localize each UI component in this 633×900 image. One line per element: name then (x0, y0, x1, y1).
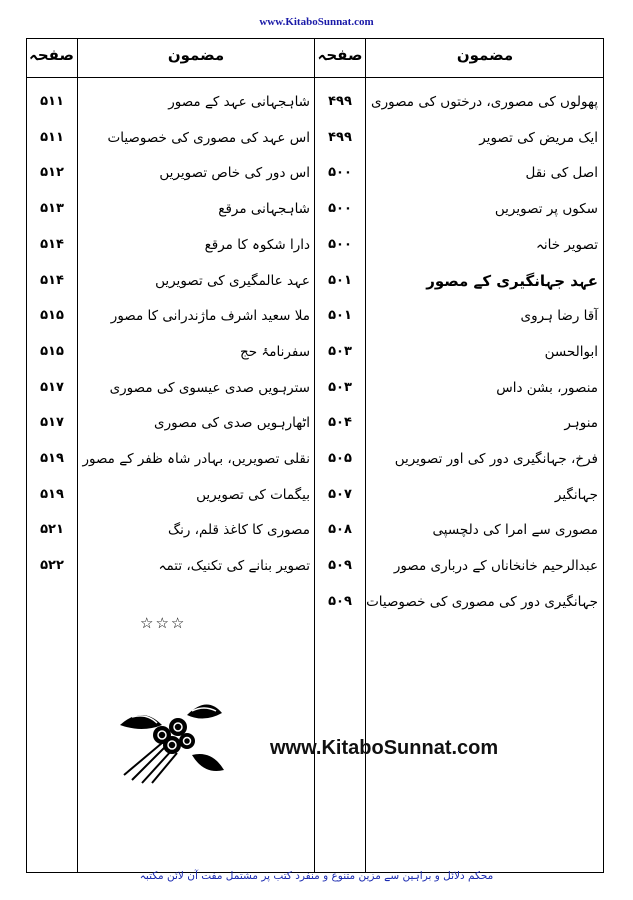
entry-title-text: آقا رضا ہروی (520, 308, 598, 325)
toc-entry-page: ۵۱۴ (40, 272, 64, 288)
toc-entry-title (82, 517, 310, 543)
toc-entry-page: ۵۰۷ (328, 486, 352, 502)
toc-entry-title (82, 446, 310, 472)
entry-title-text: عہد عالمگیری کی تصویریں (155, 272, 310, 289)
entry-title-text: ایک مریض کی تصویر (479, 129, 598, 146)
footer-text: محکم دلائل و براہین سے مزین متنوع و منفرد کتب پر مشتمل مفت آن لائن مکتبہ (139, 870, 494, 882)
toc-entry-title (82, 89, 310, 115)
toc-entry-title (370, 375, 598, 401)
toc-entry-page: ۵۱۵ (40, 343, 64, 359)
toc-entry-title (82, 375, 310, 401)
toc-entry-page: ۵۲۱ (40, 522, 64, 538)
toc-entry-page: ۵۰۰ (328, 165, 352, 181)
toc-entry-page: ۵۱۱ (40, 129, 64, 145)
toc-entry-title (82, 125, 310, 151)
toc-entry-title (82, 303, 310, 329)
toc-entry-page: ۵۱۹ (40, 451, 64, 466)
toc-entry-page: ۴۹۹ (328, 129, 352, 145)
entry-title-text: منوہر (564, 415, 598, 432)
toc-entry-title (370, 482, 598, 508)
header-url: www.KitaboSunnat.com (259, 16, 374, 28)
toc-entry-page: ۵۲۲ (40, 558, 64, 574)
right-topic-header: مضمون (456, 46, 514, 64)
entry-title-text: فرخ، جہانگیری دور کی اور تصویریں (394, 451, 598, 467)
header-divider (26, 77, 604, 78)
entry-title-text: مصوری کا کاغذ قلم، رنگ (167, 522, 310, 539)
toc-entry-title (82, 196, 310, 222)
toc-entry-page: ۵۰۹ (328, 593, 352, 609)
toc-entry-title (82, 268, 310, 294)
right-page-header: صفحہ (317, 46, 363, 64)
toc-entry-title (370, 268, 598, 294)
toc-entry-title (370, 160, 598, 186)
toc-entry-title (366, 589, 598, 615)
toc-entry-title (82, 410, 310, 436)
entry-title-text: تصویر بنانے کی تکنیک، تتمہ (158, 558, 310, 575)
entry-title-text: عہد جہانگیری کے مصور (426, 271, 598, 290)
entry-title-text: اصل کی نقل (525, 165, 598, 182)
toc-entry-page: ۵۰۰ (328, 236, 352, 252)
toc-entry-title (370, 339, 598, 365)
entry-title-text: ابوالحسن (544, 343, 598, 360)
entry-title-text: سکوں پر تصویریں (494, 201, 598, 218)
toc-entry-title (370, 196, 598, 222)
left-page-header: صفحہ (29, 46, 74, 64)
toc-entry-title (82, 160, 310, 186)
toc-entry-title (82, 339, 310, 365)
toc-entry-page: ۵۰۸ (328, 522, 352, 538)
site-logo-url: www.KitaboSunnat.com (270, 737, 499, 759)
entry-title-text: جہانگیر (554, 486, 598, 503)
toc-entry-title (82, 553, 310, 579)
entry-title-text: سفرنامۂ حج (240, 343, 310, 360)
toc-entry-page: ۵۱۲ (40, 165, 64, 181)
entry-title-text: دارا شکوہ کا مرقع (204, 236, 310, 253)
entry-title-text: اس عہد کی مصوری کی خصوصیات (107, 129, 310, 146)
entry-title-text: شاہجہانی مرقع (218, 201, 310, 218)
toc-entry-page: ۵۰۵ (328, 451, 352, 466)
entry-title-text: اس دور کی خاص تصویریں (159, 165, 310, 182)
left-topic-header: مضمون (167, 46, 225, 64)
entry-title-text: سترہویں صدی عیسوی کی مصوری (109, 379, 310, 396)
toc-entry-title (82, 232, 310, 258)
toc-entry-title (370, 410, 598, 436)
toc-entry-page: ۴۹۹ (328, 94, 352, 109)
entry-title-text: ملا سعید اشرف ماژندرانی کا مصور (110, 308, 310, 325)
entry-title-text: اٹھارہویں صدی کی مصوری (154, 415, 310, 432)
toc-entry-page: ۵۰۰ (328, 201, 352, 217)
toc-entry-title (370, 446, 598, 472)
toc-entry-page: ۵۱۹ (40, 486, 64, 502)
entry-title-text: تصویر خانہ (535, 236, 598, 253)
stars-ornament: ☆☆☆ (140, 614, 187, 632)
toc-entry-title (370, 232, 598, 258)
entry-title-text: جہانگیری دور کی مصوری کی خصوصیات (366, 593, 598, 610)
toc-entry-title (370, 517, 598, 543)
toc-entry-page: ۵۱۵ (40, 308, 64, 324)
entry-title-text: شاہجہانی عہد کے مصور (168, 94, 310, 110)
toc-entry-page: ۵۱۱ (40, 94, 64, 109)
toc-entry-page: ۵۰۱ (328, 308, 352, 324)
toc-entry-page: ۵۱۴ (40, 236, 64, 252)
toc-entry-title (370, 89, 598, 115)
left-page-divider (77, 38, 78, 873)
flower-bouquet-icon (112, 695, 232, 785)
entry-title-text: نقلی تصویریں، بہادر شاہ ظفر کے مصور (82, 451, 310, 467)
toc-entry-title (370, 125, 598, 151)
toc-entry-title (82, 482, 310, 508)
toc-entry-title (370, 553, 598, 579)
entry-title-text: عبدالرحیم خانخاناں کے درباری مصور (393, 558, 598, 575)
entry-title-text: منصور، بشن داس (496, 379, 598, 396)
toc-entry-page: ۵۰۴ (328, 415, 352, 431)
entry-title-text: بیگمات کی تصویریں (196, 486, 310, 503)
toc-entry-page: ۵۱۷ (40, 379, 64, 395)
toc-entry-page: ۵۱۷ (40, 415, 64, 431)
toc-entry-page: ۵۰۹ (328, 558, 352, 574)
toc-entry-page: ۵۰۳ (328, 379, 352, 395)
entry-title-text: مصوری سے امرا کی دلچسپی (432, 522, 598, 539)
toc-entry-page: ۵۰۳ (328, 343, 352, 359)
toc-entry-title (370, 303, 598, 329)
toc-entry-page: ۵۰۱ (328, 272, 352, 288)
toc-entry-page: ۵۱۳ (40, 201, 64, 217)
entry-title-text: پھولوں کی مصوری، درختوں کی مصوری (371, 94, 598, 110)
